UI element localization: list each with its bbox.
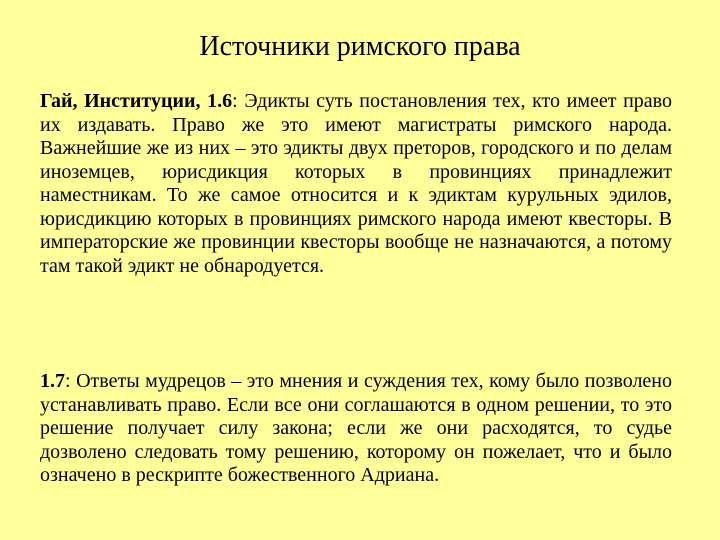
paragraph-body: : Эдикты суть постановления тех, кто имеет право их издавать. Право же это имеют магистраты римского народа. Важнейшие же из них – это эдикты двух преторов, городского и по делам иноземцев, юрисдикция которых в провинциях принадлежит наместникам. То же самое относится и к эдиктам курульных эдилов, юрисдикцию которых в провинциях римского народа имеют квесторы. В императорские же провинции квесторы вообще не назначаются, а потому там такой эдикт не обнародуется. <box>40 90 672 277</box>
paragraph-lead: Гай, Институции, 1.6 <box>40 90 233 112</box>
paragraph-lead: 1.7 <box>40 370 65 392</box>
paragraph-body: : Ответы мудрецов – это мнения и суждения тех, кому было позволено устанавливать право. Если все они соглашаются в одном решении, то это решение получает силу закона; если же они расходятся, то судье дозволено следовать тому решению, которому он пожелает, что и было означено в рескрипте божественного Адриана. <box>40 370 672 486</box>
paragraph-gaius-1-6 <box>40 90 672 278</box>
slide-title: Источники римского права <box>199 31 521 62</box>
paragraph-gaius-1-7 <box>40 370 672 488</box>
